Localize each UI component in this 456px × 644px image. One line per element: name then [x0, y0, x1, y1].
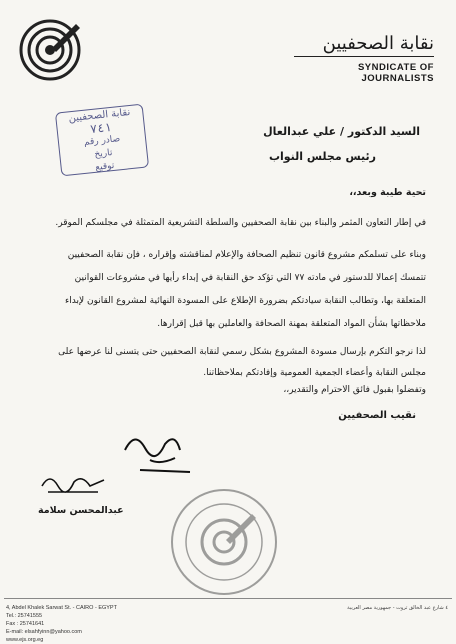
paragraph-2-line: وبناء على تسلمكم مشروع قانون تنظيم الصحافة والإعلام لمناقشته وإقراره ، فإن نقابة الصحفيين — [67, 250, 426, 260]
brand-english: SYNDICATE OF JOURNALISTS — [357, 62, 434, 84]
paragraph-2-line: ملاحظاتها بشأن المواد المتعلقة بمهنة الصحافة والعاملين بها قبل إقرارها. — [157, 319, 426, 329]
paragraph-3-line: لذا نرجو التكرم بإرسال مسودة المشروع بشكل رسمي لنقابة الصحفيين حتى يتسنى لنا عرضها على — [58, 347, 426, 357]
signatory-title: نقيب الصحفيين — [338, 410, 416, 421]
footer-contact-en — [6, 604, 117, 644]
handwritten-signature-icon — [38, 468, 108, 498]
closing: وتفضلوا بقبول فائق الاحترام والتقدير،، — [283, 385, 426, 395]
letterhead-footer — [0, 598, 456, 643]
stamp-org: نقابة الصحفيين — [68, 106, 131, 125]
brand-block — [284, 34, 434, 84]
addressee-name: السيد الدكتور / علي عبدالعال — [263, 125, 420, 138]
footer-address-ar: ٤ شارع عبد الخالق ثروت - جمهورية مصر العربية — [347, 605, 448, 611]
stamp-date-label: تاريخ — [94, 148, 113, 160]
brand-divider — [294, 56, 434, 57]
stamp-outgoing-label: صادر رقم — [83, 134, 121, 148]
footer-phone: Tel.: 25741555 — [6, 613, 43, 619]
paragraph-3 — [26, 345, 426, 381]
stamp-sign-label: توقيع — [94, 160, 115, 173]
signatory-name: عبدالمحسن سلامة — [38, 505, 124, 516]
paragraph-2-line: تتمسك إعمالا للدستور في مادته ٧٧ التي تؤكد حق النقابة في إبداء رأيها في مشروعات القوانين — [74, 273, 426, 283]
footer-email: E-mail: elsahfyinn@yahoo.com — [6, 629, 82, 635]
signature-scrawl-icon — [120, 420, 200, 480]
stamp-number: ٧٤١ — [89, 119, 113, 137]
footer-website: www.ejs.org.eg — [6, 637, 44, 643]
footer-fax: Fax : 25741641 — [6, 621, 45, 627]
footer-address: 4, Abdel Khalek Sarwat St. - CAIRO - EGYPT — [6, 605, 117, 611]
syndicate-seal-icon — [168, 486, 280, 598]
paragraph-2 — [26, 248, 426, 332]
syndicate-logo-icon — [18, 18, 82, 82]
brand-arabic: نقابة الصحفيين — [322, 33, 434, 54]
paragraph-3-line: مجلس النقابة وأعضاء الجمعية العمومية وإفادتكم بملاحظاتنا. — [203, 368, 426, 378]
paragraph-2-line: المتعلقة بها، وتطالب النقابة سيادتكم بضرورة الإطلاع على المسودة النهائية لمشروع القانون لإبداء — [65, 296, 426, 306]
paragraph-1: في إطار التعاون المثمر والبناء بين نقابة الصحفيين والسلطة التشريعية المتمثلة في مجلسكم الموقر. — [55, 218, 426, 228]
greeting: تحية طيبة وبعد،، — [349, 187, 426, 198]
footer-divider — [4, 598, 452, 599]
outgoing-stamp — [55, 104, 149, 177]
addressee-title: رئيس مجلس النواب — [268, 150, 376, 163]
